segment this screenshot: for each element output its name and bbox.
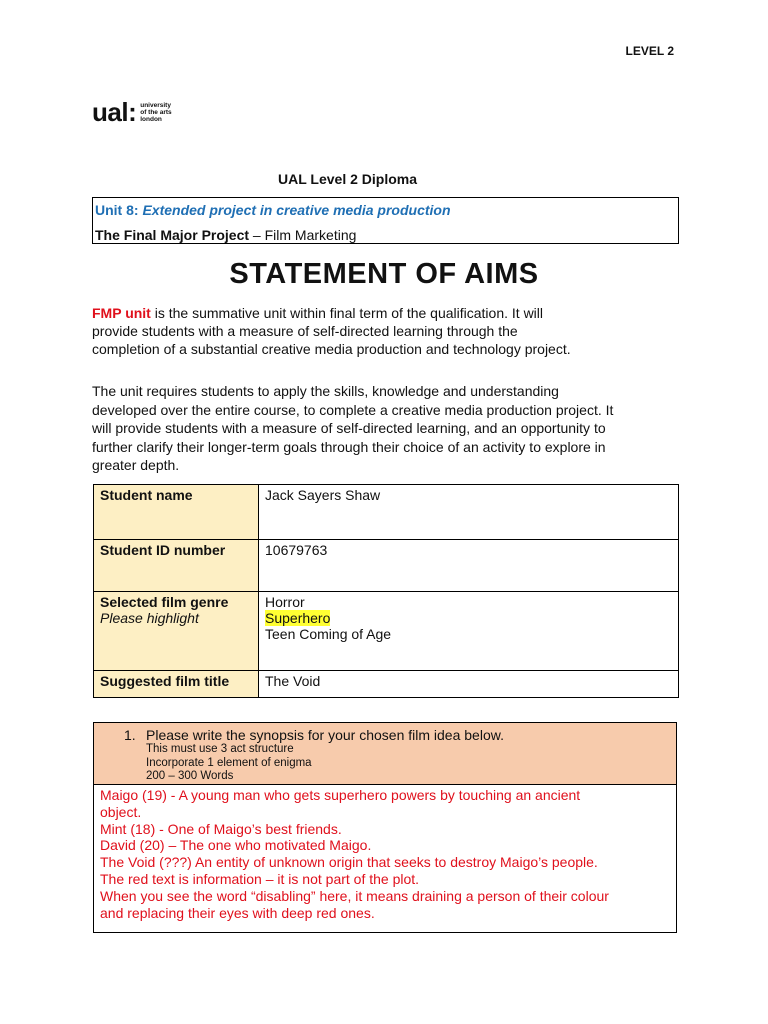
unit-title: Extended project in creative media production: [142, 202, 451, 218]
film-title-label: Suggested film title: [94, 671, 259, 698]
para2-line: developed over the entire course, to complete a creative media production project. It: [92, 401, 614, 418]
genre-sublabel: Please highlight: [100, 610, 199, 626]
logo-subtext: [140, 102, 171, 123]
synopsis-line: Maigo (19) - A young man who gets superhero powers by touching an ancient: [100, 787, 581, 803]
synopsis-header: [94, 723, 676, 785]
question-text: Please write the synopsis for your chosen film idea below.: [146, 727, 504, 743]
synopsis-line: David (20) – The one who motivated Maigo.: [100, 837, 372, 854]
synopsis-box: [93, 722, 677, 933]
fmp-rest: – Film Marketing: [249, 227, 357, 243]
fmp-bold: The Final Major Project: [95, 227, 250, 243]
para2-line: greater depth.: [92, 457, 180, 473]
para1-line: completion of a substantial creative media production and technology project.: [92, 341, 571, 357]
para1-line: provide students with a measure of self-directed learning through the: [92, 323, 518, 339]
logo-sub-line: university: [140, 101, 171, 109]
intro-paragraph: [92, 304, 682, 358]
unit-label: Unit 8:: [95, 202, 139, 218]
synopsis-note: This must use 3 act structure: [146, 743, 294, 755]
student-name-label: Student name: [94, 485, 259, 540]
synopsis-line: When you see the word “disabling” here, it means draining a person of their colour: [100, 887, 609, 904]
synopsis-note: Incorporate 1 element of enigma: [146, 756, 312, 769]
genre-option: Teen Coming of Age: [265, 626, 392, 642]
para2-line: The unit requires students to apply the skills, knowledge and understanding: [92, 383, 559, 399]
logo-sub-line: of the arts: [140, 108, 172, 116]
logo-sub-line: london: [140, 115, 162, 123]
genre-options: [259, 592, 679, 671]
synopsis-line: The Void (???) An entity of unknown origin that seeks to destroy Maigo’s people.: [100, 854, 598, 871]
unit-line: [95, 201, 678, 219]
logo-wordmark: ual:: [92, 97, 137, 127]
para2-line: further clarify their longer-term goals through their choice of an activity to explore in: [92, 438, 606, 455]
fmp-unit-highlight: FMP unit: [92, 305, 151, 321]
table-row: [94, 540, 679, 592]
para1-line: is the summative unit within final term of the qualification. It will: [150, 305, 544, 321]
level-label: LEVEL 2: [625, 44, 674, 58]
synopsis-line: and replacing their eyes with deep red ones.: [100, 904, 375, 921]
para2-line: will provide students with a measure of self-directed learning, and an opportunity to: [92, 420, 606, 436]
synopsis-body: [94, 785, 676, 923]
synopsis-question: [124, 727, 676, 743]
student-id-label: Student ID number: [94, 540, 259, 592]
table-row: [94, 671, 679, 698]
genre-label: [94, 592, 259, 671]
diploma-title: UAL Level 2 Diploma: [278, 171, 418, 187]
synopsis-notes: [146, 743, 676, 784]
ual-logo: [92, 99, 172, 125]
genre-label-text: Selected film genre: [100, 594, 229, 610]
student-info-table: [93, 484, 679, 698]
synopsis-note: 200 – 300 Words: [146, 770, 234, 782]
unit-box: [92, 197, 679, 244]
synopsis-line: The red text is information – it is not part of the plot.: [100, 870, 420, 887]
table-row: [94, 485, 679, 540]
fmp-line: [95, 227, 678, 243]
synopsis-line: object.: [100, 803, 142, 820]
requirements-paragraph: [92, 382, 682, 475]
page-title: STATEMENT OF AIMS: [229, 258, 539, 290]
table-row: [94, 592, 679, 671]
question-number: 1.: [124, 727, 136, 743]
student-name-value: Jack Sayers Shaw: [259, 485, 679, 540]
genre-option-selected: Superhero: [265, 610, 331, 626]
synopsis-line: Mint (18) - One of Maigo’s best friends.: [100, 820, 342, 837]
genre-option: Horror: [265, 594, 305, 610]
student-id-value: 10679763: [259, 540, 679, 592]
film-title-value: The Void: [259, 671, 679, 698]
